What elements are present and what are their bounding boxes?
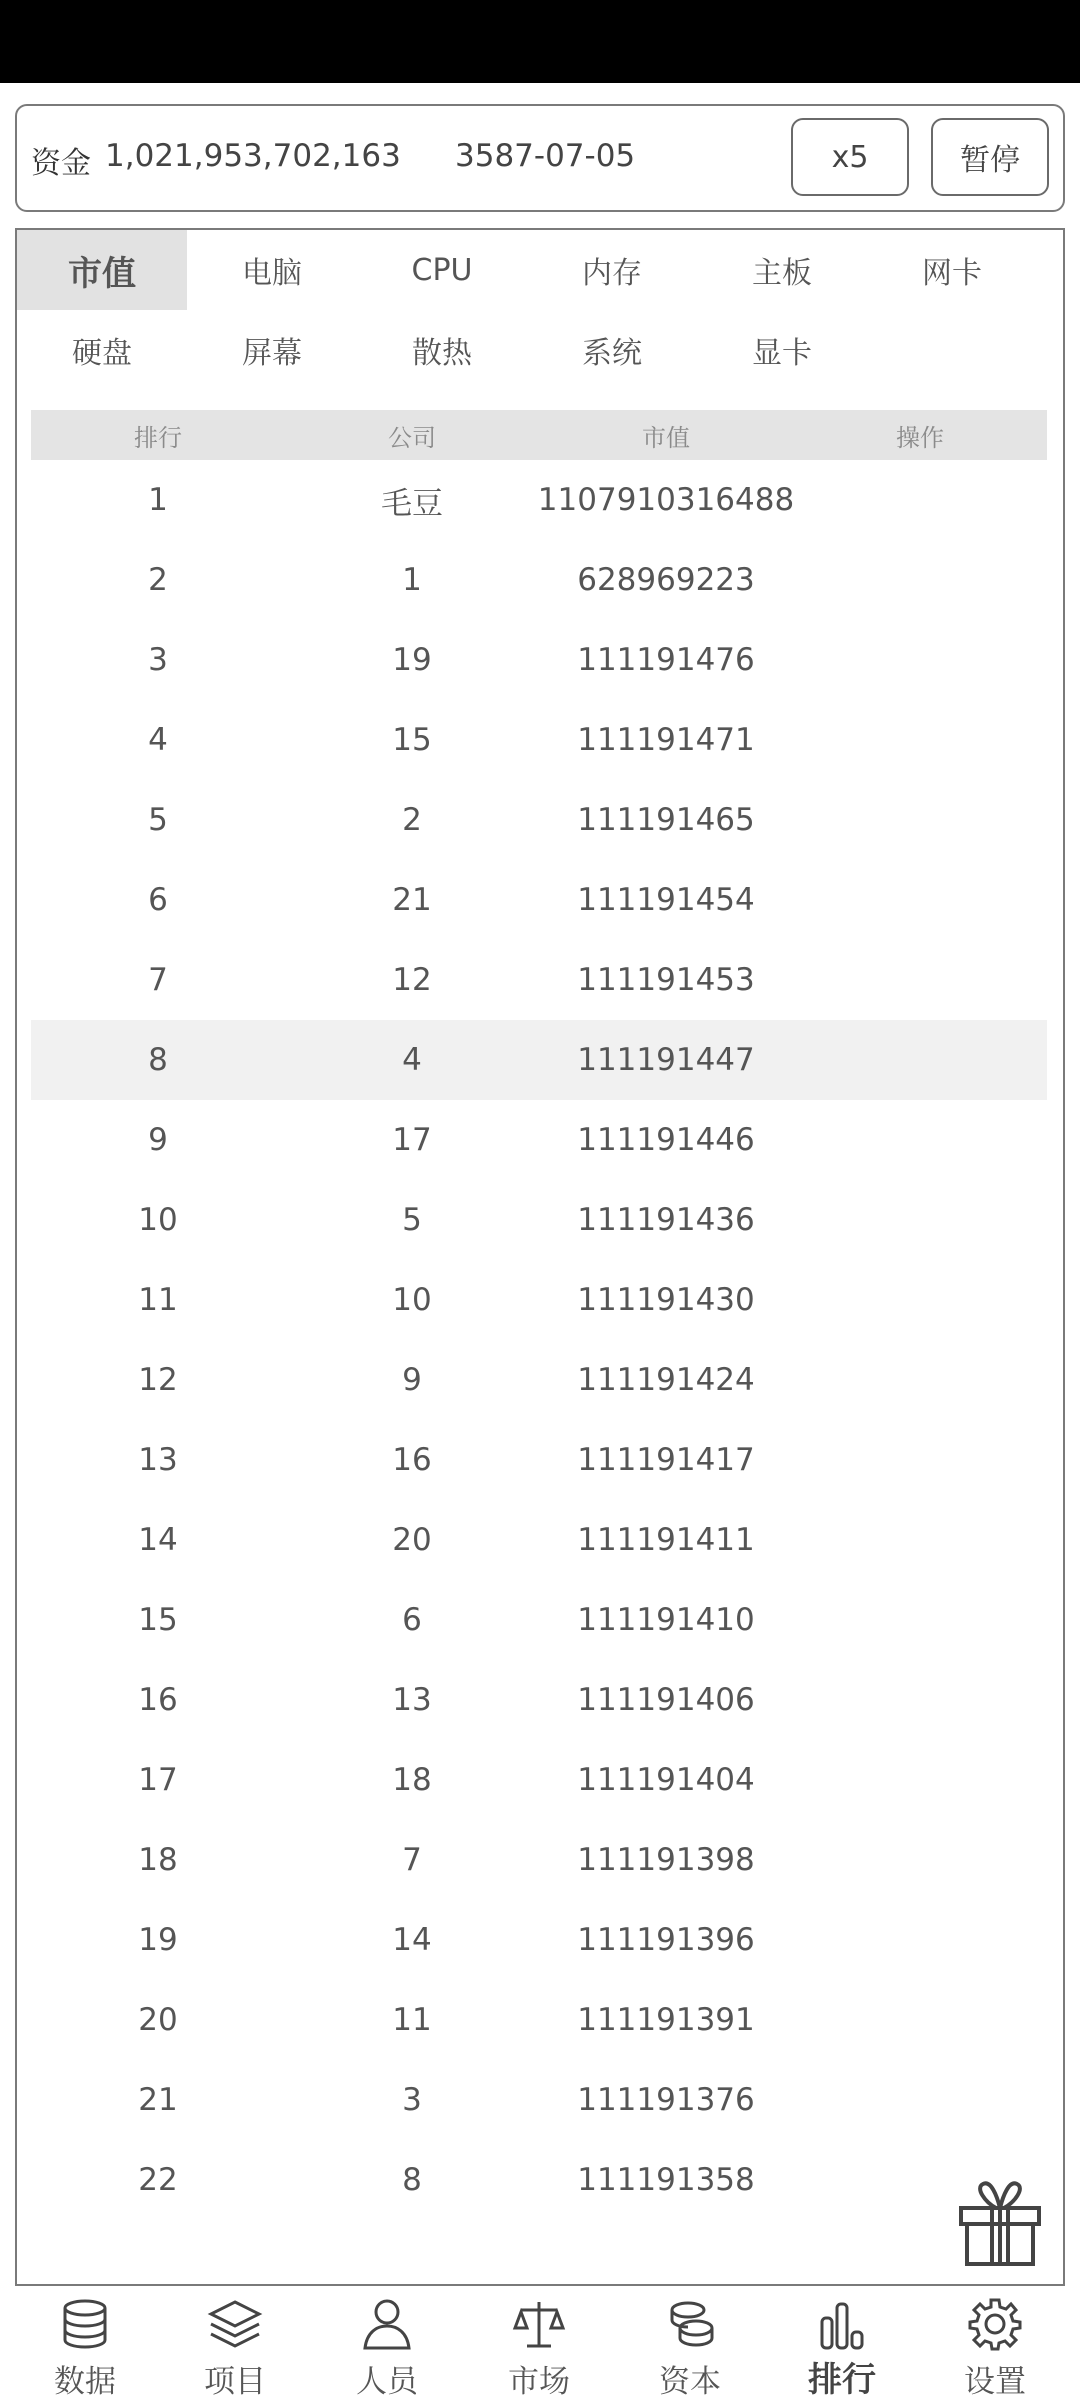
- gear-icon: [967, 2296, 1023, 2352]
- table-header: [31, 410, 1047, 460]
- market-value-cell: 628969223: [577, 562, 755, 598]
- rank-cell: 8: [148, 1042, 168, 1078]
- nav-item-3[interactable]: [464, 2288, 614, 2408]
- nav-item-6[interactable]: [920, 2288, 1070, 2408]
- category-tabs: [17, 230, 1063, 392]
- action-cell[interactable]: [793, 940, 1047, 1020]
- bottom-nav: [0, 2288, 1080, 2408]
- funds-panel: [15, 104, 1065, 212]
- nav-label: 数据: [54, 2364, 116, 2400]
- nav-item-5[interactable]: [767, 2288, 917, 2408]
- company-cell: 21: [392, 882, 432, 918]
- action-cell[interactable]: [793, 460, 1047, 540]
- company-cell: 1: [402, 562, 422, 598]
- coins-icon: [662, 2296, 718, 2352]
- company-cell: 14: [392, 1922, 432, 1958]
- action-cell[interactable]: [793, 1420, 1047, 1500]
- funds-label: 资金: [31, 146, 91, 181]
- market-value-cell: 1107910316488: [537, 482, 795, 518]
- rank-cell: 17: [138, 1762, 178, 1798]
- tab-9[interactable]: 系统: [582, 336, 642, 371]
- nav-label: 资本: [659, 2364, 721, 2400]
- company-cell: 10: [392, 1282, 432, 1318]
- rank-cell: 9: [148, 1122, 168, 1158]
- market-value-cell: 111191446: [577, 1122, 755, 1158]
- company-cell: 17: [392, 1122, 432, 1158]
- rank-cell: 16: [138, 1682, 178, 1718]
- company-cell: 12: [392, 962, 432, 998]
- table-row[interactable]: [31, 1100, 1047, 1180]
- tab-7[interactable]: 屏幕: [242, 336, 302, 371]
- table-row[interactable]: [31, 1500, 1047, 1580]
- action-cell[interactable]: [793, 1340, 1047, 1420]
- table-row[interactable]: [31, 1660, 1047, 1740]
- company-cell: 7: [402, 1842, 422, 1878]
- company-cell: 11: [392, 2002, 432, 2038]
- company-cell: 9: [402, 1362, 422, 1398]
- table-row[interactable]: [31, 940, 1047, 1020]
- table-row[interactable]: [31, 1180, 1047, 1260]
- action-cell[interactable]: [793, 1580, 1047, 1660]
- company-cell: 18: [392, 1762, 432, 1798]
- table-row[interactable]: [31, 460, 1047, 540]
- ranking-panel: [15, 228, 1065, 2286]
- table-row[interactable]: [31, 620, 1047, 700]
- ranking-table-body: [31, 460, 1047, 2220]
- market-value-cell: 111191376: [577, 2082, 755, 2118]
- market-value-cell: 111191396: [577, 1922, 755, 1958]
- rank-cell: 11: [138, 1282, 178, 1318]
- action-cell[interactable]: [793, 1180, 1047, 1260]
- table-row[interactable]: [31, 1900, 1047, 1980]
- action-cell[interactable]: [793, 1260, 1047, 1340]
- rank-cell: 20: [138, 2002, 178, 2038]
- scale-icon: [511, 2296, 567, 2352]
- company-cell: 3: [402, 2082, 422, 2118]
- nav-item-4[interactable]: [615, 2288, 765, 2408]
- layers-icon: [207, 2296, 263, 2352]
- action-cell[interactable]: [793, 700, 1047, 780]
- table-row[interactable]: [31, 780, 1047, 860]
- table-row[interactable]: [31, 1340, 1047, 1420]
- table-row[interactable]: [31, 540, 1047, 620]
- bar-chart-icon: [814, 2296, 870, 2352]
- company-cell: 13: [392, 1682, 432, 1718]
- tab-5[interactable]: 网卡: [922, 256, 982, 291]
- rank-cell: 12: [138, 1362, 178, 1398]
- company-cell: 20: [392, 1522, 432, 1558]
- table-row[interactable]: [31, 1420, 1047, 1500]
- database-icon: [57, 2296, 113, 2352]
- nav-item-1[interactable]: [160, 2288, 310, 2408]
- nav-label: 设置: [964, 2364, 1026, 2400]
- company-cell: 毛豆: [381, 485, 443, 522]
- gift-icon[interactable]: [955, 2178, 1045, 2268]
- market-value-cell: 111191398: [577, 1842, 755, 1878]
- company-cell: 4: [402, 1042, 422, 1078]
- action-cell[interactable]: [793, 1500, 1047, 1580]
- action-cell[interactable]: [793, 860, 1047, 940]
- company-cell: 2: [402, 802, 422, 838]
- header-action: 操作: [896, 423, 944, 452]
- rank-cell: 4: [148, 722, 168, 758]
- market-value-cell: 111191404: [577, 1762, 755, 1798]
- tab-2[interactable]: CPU: [411, 252, 473, 288]
- header-market-value: 市值: [642, 423, 690, 452]
- rank-cell: 18: [138, 1842, 178, 1878]
- market-value-cell: 111191424: [577, 1362, 755, 1398]
- rank-cell: 14: [138, 1522, 178, 1558]
- pause-button[interactable]: 暂停: [931, 118, 1049, 196]
- nav-label: 项目: [204, 2364, 266, 2400]
- tab-10[interactable]: 显卡: [752, 336, 812, 371]
- market-value-cell: 111191358: [577, 2162, 755, 2198]
- rank-cell: 3: [148, 642, 168, 678]
- table-row[interactable]: [31, 1980, 1047, 2060]
- market-value-cell: 111191476: [577, 642, 755, 678]
- tab-6[interactable]: 硬盘: [72, 336, 132, 371]
- person-icon: [359, 2296, 415, 2352]
- company-cell: 8: [402, 2162, 422, 2198]
- tab-0[interactable]: 市值: [17, 230, 187, 310]
- header-rank: 排行: [134, 423, 182, 452]
- table-row[interactable]: [31, 1580, 1047, 1660]
- action-cell[interactable]: [793, 780, 1047, 860]
- company-cell: 15: [392, 722, 432, 758]
- table-row[interactable]: [31, 2060, 1047, 2140]
- rank-cell: 10: [138, 1202, 178, 1238]
- rank-cell: 13: [138, 1442, 178, 1478]
- tab-8[interactable]: 散热: [412, 336, 472, 371]
- status-bar: [0, 0, 1080, 83]
- nav-label: 市场: [508, 2364, 570, 2400]
- tab-4[interactable]: 主板: [752, 256, 812, 291]
- rank-cell: 21: [138, 2082, 178, 2118]
- action-cell[interactable]: [793, 540, 1047, 620]
- market-value-cell: 111191471: [577, 722, 755, 758]
- action-cell[interactable]: [793, 620, 1047, 700]
- market-value-cell: 111191454: [577, 882, 755, 918]
- nav-label: 人员: [356, 2364, 418, 2400]
- table-row[interactable]: [31, 2140, 1047, 2220]
- table-row[interactable]: [31, 700, 1047, 780]
- speed-button[interactable]: x5: [791, 118, 909, 196]
- rank-cell: 2: [148, 562, 168, 598]
- action-cell[interactable]: [793, 2060, 1047, 2140]
- market-value-cell: 111191410: [577, 1602, 755, 1638]
- table-row[interactable]: [31, 860, 1047, 940]
- table-row[interactable]: [31, 1020, 1047, 1100]
- funds-value: 1,021,953,702,163: [105, 138, 401, 174]
- rank-cell: 22: [138, 2162, 178, 2198]
- market-value-cell: 111191453: [577, 962, 755, 998]
- rank-cell: 5: [148, 802, 168, 838]
- rank-cell: 6: [148, 882, 168, 918]
- market-value-cell: 111191406: [577, 1682, 755, 1718]
- tab-1[interactable]: 电脑: [242, 256, 302, 291]
- table-row[interactable]: [31, 1740, 1047, 1820]
- table-row[interactable]: [31, 1820, 1047, 1900]
- company-cell: 19: [392, 642, 432, 678]
- action-cell[interactable]: [793, 1740, 1047, 1820]
- header-company: 公司: [388, 423, 436, 452]
- market-value-cell: 111191465: [577, 802, 755, 838]
- company-cell: 5: [402, 1202, 422, 1238]
- market-value-cell: 111191447: [577, 1042, 755, 1078]
- nav-item-0[interactable]: [10, 2288, 160, 2408]
- market-value-cell: 111191411: [577, 1522, 755, 1558]
- action-cell[interactable]: [793, 1980, 1047, 2060]
- rank-cell: 19: [138, 1922, 178, 1958]
- action-cell[interactable]: [793, 1900, 1047, 1980]
- company-cell: 16: [392, 1442, 432, 1478]
- nav-label: 排行: [808, 2360, 876, 2400]
- table-row[interactable]: [31, 1260, 1047, 1340]
- rank-cell: 1: [148, 482, 168, 518]
- nav-item-2[interactable]: [312, 2288, 462, 2408]
- rank-cell: 15: [138, 1602, 178, 1638]
- rank-cell: 7: [148, 962, 168, 998]
- action-cell[interactable]: [793, 1820, 1047, 1900]
- action-cell[interactable]: [793, 1660, 1047, 1740]
- market-value-cell: 111191430: [577, 1282, 755, 1318]
- market-value-cell: 111191436: [577, 1202, 755, 1238]
- tab-3[interactable]: 内存: [582, 256, 642, 291]
- company-cell: 6: [402, 1602, 422, 1638]
- action-cell[interactable]: [793, 1020, 1047, 1100]
- action-cell[interactable]: [793, 1100, 1047, 1180]
- market-value-cell: 111191391: [577, 2002, 755, 2038]
- market-value-cell: 111191417: [577, 1442, 755, 1478]
- game-date: 3587-07-05: [455, 138, 636, 174]
